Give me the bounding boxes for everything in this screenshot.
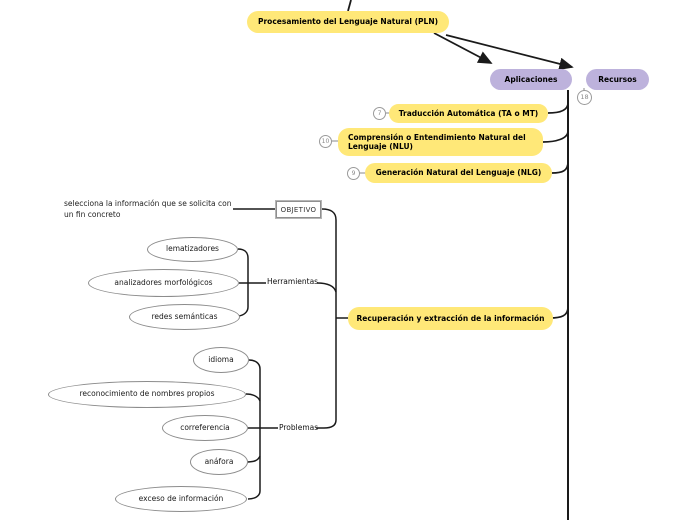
comprension-collapsed-count-badge[interactable]: 10 [319, 135, 332, 148]
node-herramientas[interactable]: Herramientas [267, 277, 319, 286]
generacion-collapsed-count-badge[interactable]: 9 [347, 167, 360, 180]
node-objetivo[interactable]: OBJETIVO [275, 200, 322, 219]
traduccion-collapsed-count-badge[interactable]: 7 [373, 107, 386, 120]
arrow-to-aplicaciones [434, 33, 491, 63]
node-idioma[interactable]: idioma [193, 347, 249, 373]
arrow-to-recursos [446, 35, 572, 67]
node-traduccion-automatica[interactable]: Traducción Automática (TA o MT) [389, 104, 548, 123]
node-lematizadores[interactable]: lematizadores [147, 237, 238, 262]
node-recursos[interactable]: Recursos [586, 69, 649, 90]
node-exceso-informacion[interactable]: exceso de información [115, 486, 247, 512]
node-redes-semanticas[interactable]: redes semánticas [129, 304, 240, 330]
node-generacion-nlg[interactable]: Generación Natural del Lenguaje (NLG) [365, 163, 552, 183]
objetivo-note-text: selecciona la información que se solicita con un fin concreto [64, 199, 232, 219]
node-root-pln[interactable]: Procesamiento del Lenguaje Natural (PLN) [247, 11, 449, 33]
node-reconocimiento-nombres-propios[interactable]: reconocimiento de nombres propios [48, 381, 246, 408]
node-correferencia[interactable]: correferencia [162, 415, 248, 441]
node-comprension-nlu[interactable]: Comprensión o Entendimiento Natural del Lenguaje (NLU) [338, 128, 543, 156]
node-aplicaciones[interactable]: Aplicaciones [490, 69, 572, 90]
node-analizadores-morfologicos[interactable]: analizadores morfológicos [88, 269, 239, 297]
recursos-collapsed-count-badge[interactable]: 18 [577, 90, 592, 105]
node-recuperacion-informacion[interactable]: Recuperación y extracción de la información [348, 307, 553, 330]
node-problemas[interactable]: Problemas [279, 423, 319, 432]
root-parent-line [348, 0, 351, 11]
node-anafora[interactable]: anáfora [190, 449, 248, 475]
